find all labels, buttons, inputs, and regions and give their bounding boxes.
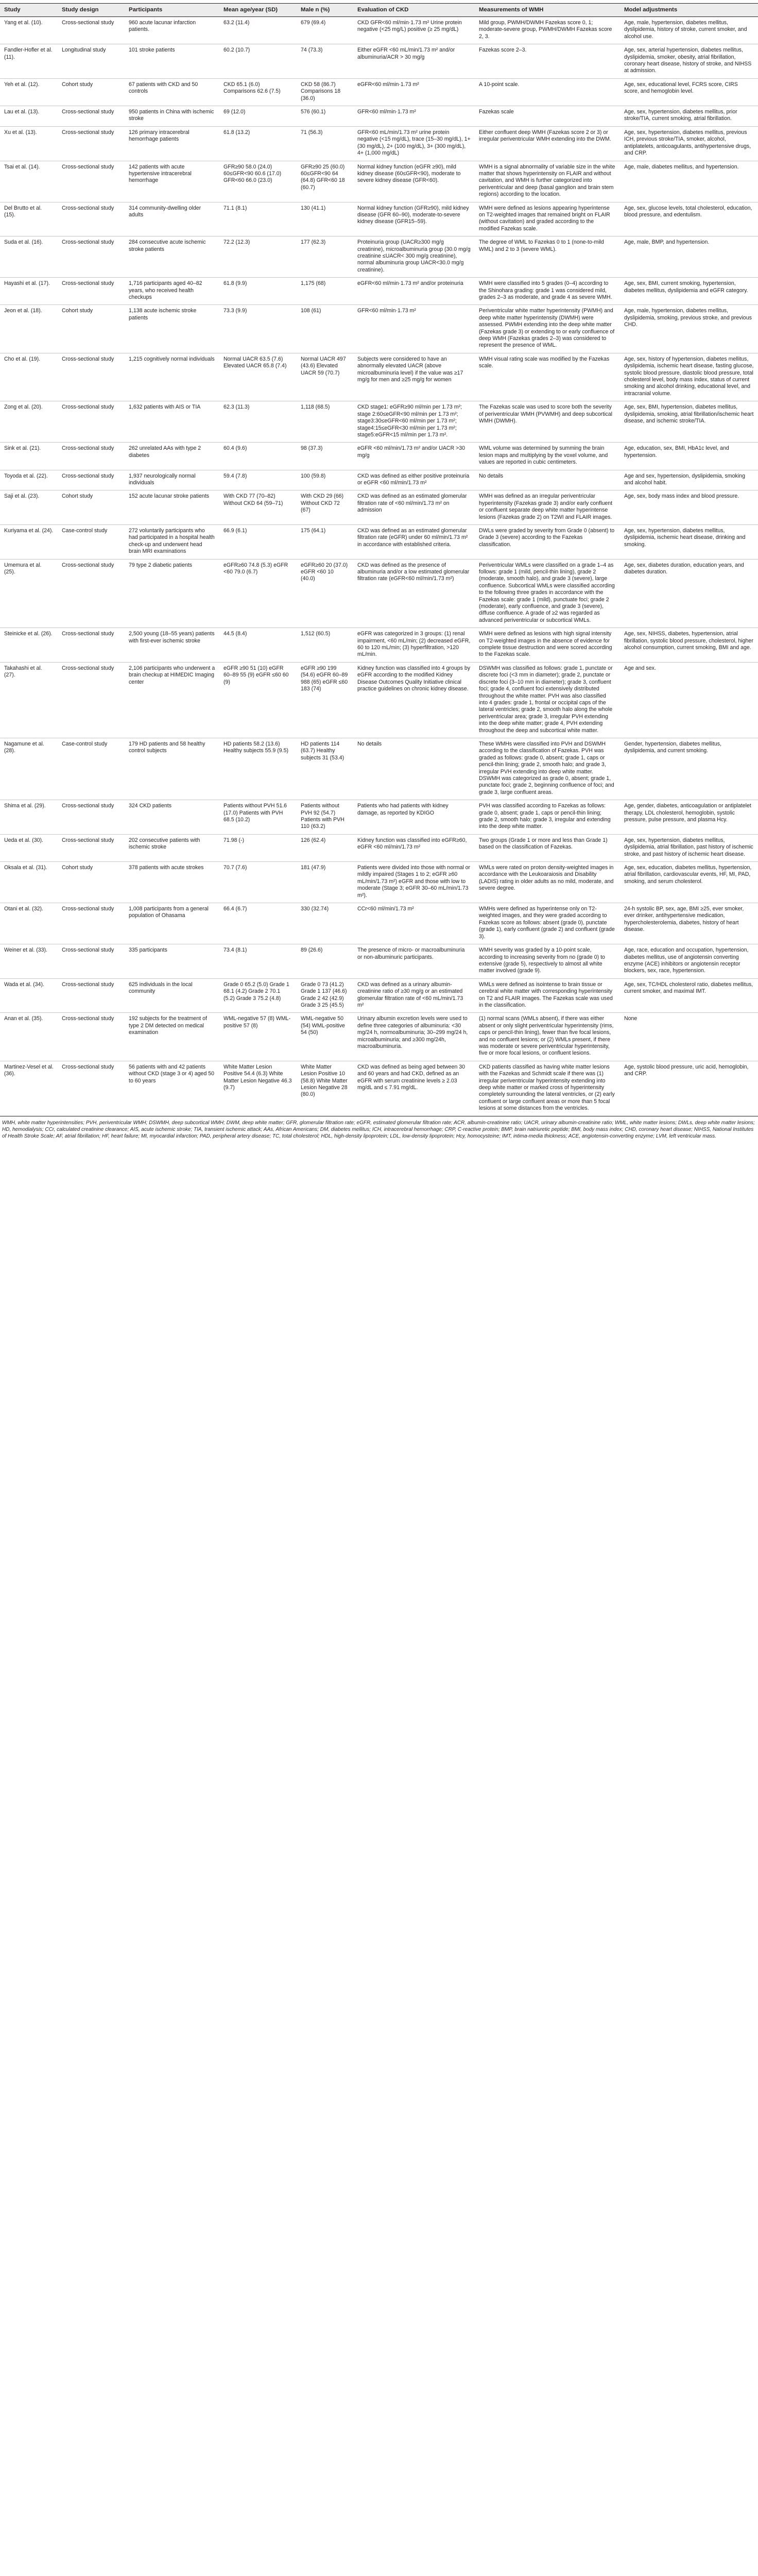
col-model-adjustments-cell: Age, sex, NIHSS, diabetes, hypertension, atrial fibrillation, systolic blood pressure, cholesterol, higher alcohol consumption, current smoking, BMI and age. xyxy=(620,628,758,663)
col-study-design-cell: Cross-sectional study xyxy=(58,662,125,738)
col-male-cell: eGFR≥60 20 (37.0) eGFR <60 10 (40.0) xyxy=(297,559,353,628)
col-participants-cell: 2,500 young (18–55 years) patients with first-ever ischemic stroke xyxy=(125,628,219,663)
col-participants-cell: 179 HD patients and 58 healthy control subjects xyxy=(125,738,219,800)
col-mean-age-cell: 59.4 (7.8) xyxy=(219,470,297,490)
col-study-design-cell: Cross-sectional study xyxy=(58,126,125,161)
col-participants-cell: 1,138 acute ischemic stroke patients xyxy=(125,305,219,353)
col-model-adjustments-cell: Age, male, hypertension, diabetes mellitus, dyslipidemia, history of stroke, current smoker, and alcohol use. xyxy=(620,17,758,44)
col-study-design-header: Study design xyxy=(58,4,125,17)
col-model-adjustments-cell: Age, sex, diabetes duration, education years, and diabetes duration. xyxy=(620,559,758,628)
col-model-adjustments-cell: Age, male, diabetes mellitus, and hypertension. xyxy=(620,161,758,202)
col-male-cell: 1,512 (60.5) xyxy=(297,628,353,663)
col-study-design-cell: Cross-sectional study xyxy=(58,401,125,443)
col-wmh-measurement-cell: PVH was classified according to Fazekas as follows: grade 0, absent; grade 1, caps or pencil-thin lining; grade 2, smooth halo; grade 3, irregular and extending into the deep white matter. xyxy=(475,800,620,835)
table-row xyxy=(0,944,758,979)
col-mean-age-cell: 73.4 (8.1) xyxy=(219,944,297,979)
col-study-cell: Toyoda et al. (22). xyxy=(0,470,58,490)
col-model-adjustments-cell: Age, systolic blood pressure, uric acid, hemoglobin, and CRP. xyxy=(620,1061,758,1116)
col-mean-age-cell: 71.1 (8.1) xyxy=(219,202,297,236)
col-wmh-measurement-cell: WMH visual rating scale was modified by the Fazekas scale. xyxy=(475,353,620,401)
col-study-cell: Lau et al. (13). xyxy=(0,106,58,127)
col-male-cell: 679 (69.4) xyxy=(297,17,353,44)
col-study-cell: Hayashi et al. (17). xyxy=(0,278,58,305)
col-model-adjustments-cell: Age, male, hypertension, diabetes mellitus, dyslipidemia, smoking, previous stroke, and previous CHD. xyxy=(620,305,758,353)
col-model-adjustments-cell: Age, sex, glucose levels, total cholesterol, education, blood pressure, and edentulism. xyxy=(620,202,758,236)
col-study-header: Study xyxy=(0,4,58,17)
col-mean-age-cell: Patients without PVH 51.6 (17.0) Patients with PVH 68.5 (10.2) xyxy=(219,800,297,835)
col-study-cell: Anan et al. (35). xyxy=(0,1013,58,1061)
col-study-cell: Yang et al. (10). xyxy=(0,17,58,44)
col-study-cell: Umemura et al. (25). xyxy=(0,559,58,628)
table-row xyxy=(0,202,758,236)
col-participants-cell: 272 voluntarily participants who had participated in a hospital health check-up and underwent head brain MRI examinations xyxy=(125,524,219,559)
col-participants-cell: 284 consecutive acute ischemic stroke patients xyxy=(125,236,219,278)
col-study-cell: Sink et al. (21). xyxy=(0,443,58,470)
col-study-cell: Yeh et al. (12). xyxy=(0,78,58,106)
col-study-design-cell: Cross-sectional study xyxy=(58,470,125,490)
col-wmh-measurement-cell: DWLs were graded by severity from Grade 0 (absent) to Grade 3 (severe) according to the Fazekas classification. xyxy=(475,524,620,559)
document-page xyxy=(0,0,758,1143)
col-study-cell: Martinez-Vesel et al. (36). xyxy=(0,1061,58,1116)
col-ckd-evaluation-cell: CKD was defined as an estimated glomerular filtration rate (eGFR) under 60 ml/min/1.73 m² in accordance with established criteria. xyxy=(353,524,475,559)
col-ckd-evaluation-cell: Normal kidney function (GFR≥90), mild kidney disease (GFR 60–90), moderate-to-severe kidney disease (GFR15–59). xyxy=(353,202,475,236)
table-row xyxy=(0,490,758,525)
table-row xyxy=(0,1061,758,1116)
col-participants-cell: 1,937 neurologically normal individuals xyxy=(125,470,219,490)
table-row xyxy=(0,662,758,738)
col-study-cell: Otani et al. (32). xyxy=(0,903,58,944)
col-mean-age-cell: 71.98 (-) xyxy=(219,834,297,861)
col-model-adjustments-cell: None xyxy=(620,1013,758,1061)
col-wmh-measurement-cell: These WMHs were classified into PVH and DSWMH according to the classification of Fazekas. PVH was graded as follows: grade 0, absent; grade 1, caps or pencil-thin lining; grade 2, smooth halo; and grade 3, irregular PVH extending into deep white matter. DSWMH was categorized as grade 0, absent; grade 1, punctate foci; grade 2, beginning confluence of foci; and grade 3, large confluent areas. xyxy=(475,738,620,800)
col-participants-cell: 1,716 participants aged 40–82 years, who received health checkups xyxy=(125,278,219,305)
col-model-adjustments-cell: Age, gender, diabetes, anticoagulation or antiplatelet therapy, LDL cholesterol, hemoglobin, systolic pressure, pulse pressure, and plasma Hcy. xyxy=(620,800,758,835)
col-study-design-cell: Cross-sectional study xyxy=(58,106,125,127)
table-row xyxy=(0,834,758,861)
col-model-adjustments-cell: Age, sex, education, diabetes mellitus, hypertension, atrial fibrillation, cardiovascular events, HF, MI, PAD, smoking, and serum cholesterol. xyxy=(620,862,758,903)
col-model-adjustments-cell: Age, sex, body mass index and blood pressure. xyxy=(620,490,758,525)
col-mean-age-cell: With CKD 77 (70–82) Without CKD 64 (59–71) xyxy=(219,490,297,525)
table-row xyxy=(0,106,758,127)
col-study-cell: Wada et al. (34). xyxy=(0,978,58,1013)
col-wmh-measurement-cell: Fazekas scale xyxy=(475,106,620,127)
col-study-cell: Del Brutto et al. (15). xyxy=(0,202,58,236)
col-study-cell: Xu et al. (13). xyxy=(0,126,58,161)
table-row xyxy=(0,443,758,470)
col-ckd-evaluation-cell: Kidney function was classified into 4 groups by eGFR according to the modified Kidney Disease Outcomes Quality Initiative clinical practice guidelines on chronic kidney disease. xyxy=(353,662,475,738)
col-ckd-evaluation-cell: Kidney function was classified into eGFR≥60, eGFR <60 ml/min/1.73 m² xyxy=(353,834,475,861)
col-study-cell: Nagamune et al. (28). xyxy=(0,738,58,800)
col-participants-header: Participants xyxy=(125,4,219,17)
col-ckd-evaluation-header: Evaluation of CKD xyxy=(353,4,475,17)
col-study-design-cell: Cross-sectional study xyxy=(58,628,125,663)
col-wmh-measurement-cell: (1) normal scans (WMLs absent), if there was either absent or only slight periventricular hyperintensity (rims, caps or pencil-thin lining), fewer than five focal lesions, and no confluent lesions; or (2) WMLs present, if there was moderate or severe periventricular hyperintensity, five or more focal lesions, or confluent lesions. xyxy=(475,1013,620,1061)
col-study-design-cell: Cross-sectional study xyxy=(58,353,125,401)
col-mean-age-cell: 44.5 (8.4) xyxy=(219,628,297,663)
col-study-design-cell: Cohort study xyxy=(58,862,125,903)
col-study-cell: Cho et al. (19). xyxy=(0,353,58,401)
col-ckd-evaluation-cell: Proteinuria group (UACR≥300 mg/g creatinine), microalbuminuria group (30.0 mg/g creatinine ≤UACR< 300 mg/g creatinine), normal albuminuria group UACR<30.0 mg/g creatinine). xyxy=(353,236,475,278)
col-mean-age-cell: 61.8 (13.2) xyxy=(219,126,297,161)
col-model-adjustments-cell: Age, sex, hypertension, diabetes mellitus, dyslipidemia, atrial fibrillation, past history of ischemic stroke, and past history of ischemic heart disease. xyxy=(620,834,758,861)
col-male-cell: CKD 58 (86.7) Comparisons 18 (36.0) xyxy=(297,78,353,106)
col-male-cell: 177 (62.3) xyxy=(297,236,353,278)
col-study-design-cell: Cross-sectional study xyxy=(58,161,125,202)
col-male-cell: 576 (60.1) xyxy=(297,106,353,127)
col-ckd-evaluation-cell: Patients who had patients with kidney damage, as reported by KDIGO xyxy=(353,800,475,835)
col-male-cell: WML-negative 50 (54) WML-positive 54 (50) xyxy=(297,1013,353,1061)
col-model-adjustments-cell: 24-h systolic BP, sex, age, BMI ≥25, ever smoker, ever drinker, antihypertensive medication, hypercholesterolemia, diabetes, history of heart disease. xyxy=(620,903,758,944)
col-wmh-measurement-cell: WML volume was determined by summing the brain lesion maps and multiplying by the voxel volume, and values are reported in cubic centimeters. xyxy=(475,443,620,470)
col-wmh-measurement-cell: Fazekas score 2–3. xyxy=(475,44,620,79)
col-study-design-cell: Cross-sectional study xyxy=(58,1013,125,1061)
col-mean-age-cell: 73.3 (9.9) xyxy=(219,305,297,353)
col-male-cell: HD patients 114 (63.7) Healthy subjects 31 (53.4) xyxy=(297,738,353,800)
col-study-cell: Ueda et al. (30). xyxy=(0,834,58,861)
col-mean-age-cell: 69 (12.0) xyxy=(219,106,297,127)
table-header xyxy=(0,4,758,17)
col-study-design-cell: Case-control study xyxy=(58,738,125,800)
table-row xyxy=(0,559,758,628)
table-row xyxy=(0,236,758,278)
col-mean-age-cell: 72.2 (12.3) xyxy=(219,236,297,278)
col-male-cell: 1,118 (68.5) xyxy=(297,401,353,443)
col-mean-age-cell: 66.9 (6.1) xyxy=(219,524,297,559)
col-participants-cell: 56 patients with and 42 patients without CKD (stage 3 or 4) aged 50 to 60 years xyxy=(125,1061,219,1116)
col-participants-cell: 625 individuals in the local community xyxy=(125,978,219,1013)
col-male-cell: 98 (37.3) xyxy=(297,443,353,470)
table-row xyxy=(0,17,758,44)
col-model-adjustments-cell: Age, sex, hypertension, diabetes mellitus, dyslipidemia, ischemic heart disease, drinking and smoking. xyxy=(620,524,758,559)
table-row xyxy=(0,800,758,835)
col-wmh-measurement-cell: WMH were classified into 5 grades (0–4) according to the Shinohara grading: grade 1 was considered mild, grades 2–3 as moderate, and grade 4 as severe WMH. xyxy=(475,278,620,305)
col-male-cell: With CKD 29 (66) Without CKD 72 (67) xyxy=(297,490,353,525)
col-model-adjustments-cell: Age and sex, hypertension, dyslipidemia, smoking and alcohol habit. xyxy=(620,470,758,490)
col-male-cell: 175 (64.1) xyxy=(297,524,353,559)
col-male-cell: GFR≥90 25 (60.0) 60≤GFR<90 64 (64.8) GFR<60 18 (60.7) xyxy=(297,161,353,202)
table-row xyxy=(0,628,758,663)
col-wmh-measurement-header: Measurements of WMH xyxy=(475,4,620,17)
col-mean-age-cell: HD patients 58.2 (13.6) Healthy subjects 55.9 (9.5) xyxy=(219,738,297,800)
col-study-cell: Fandler-Hofler et al. (11). xyxy=(0,44,58,79)
col-male-cell: 1,175 (68) xyxy=(297,278,353,305)
table-row xyxy=(0,161,758,202)
col-model-adjustments-cell: Age, sex, BMI, hypertension, diabetes mellitus, dyslipidemia, smoking, atrial fibrillation/ischemic heart disease, and ischemic stroke/TIA. xyxy=(620,401,758,443)
col-study-design-cell: Cross-sectional study xyxy=(58,443,125,470)
col-mean-age-cell: 62.3 (11.3) xyxy=(219,401,297,443)
col-male-cell: 74 (73.3) xyxy=(297,44,353,79)
col-ckd-evaluation-cell: Urinary albumin excretion levels were used to define three categories of albuminuria: <30 mg/24 h, normoalbuminuria; 30–299 mg/24 h, microalbuminuria; and ≥300 mg/24h, macroalbuminuria. xyxy=(353,1013,475,1061)
col-wmh-measurement-cell: WMLs were rated on proton density-weighted images in accordance with the Leukoaraiosis and Disability (LADIS) rating in older adults as no mild, moderate, and severe degree. xyxy=(475,862,620,903)
col-ckd-evaluation-cell: GFR<60 ml/min·1.73 m² xyxy=(353,305,475,353)
col-participants-cell: 152 acute lacunar stroke patients xyxy=(125,490,219,525)
col-participants-cell: 314 community-dwelling older adults xyxy=(125,202,219,236)
col-ckd-evaluation-cell: GFR<60 ml/min·1.73 m² xyxy=(353,106,475,127)
col-study-cell: Weiner et al. (33). xyxy=(0,944,58,979)
col-wmh-measurement-cell: WMH is a signal abnormality of variable size in the white matter that shows hyperintensity on FLAIR and without cavitation, and WMH is further categorized into periventricular and deep (basal ganglion and brain stem regions) according to the location. xyxy=(475,161,620,202)
col-male-cell: 100 (59.8) xyxy=(297,470,353,490)
col-mean-age-header: Mean age/year (SD) xyxy=(219,4,297,17)
col-mean-age-cell: 63.2 (11.4) xyxy=(219,17,297,44)
col-ckd-evaluation-cell: eGFR was categorized in 3 groups: (1) renal impairment, <60 mL/min; (2) decreased eGFR, 60 to 120 mL/min; (3) hyperfiltration, >120 mL/min. xyxy=(353,628,475,663)
col-study-cell: Tsai et al. (14). xyxy=(0,161,58,202)
col-wmh-measurement-cell: WMH severity was graded by a 10-point scale, according to increasing severity from no (grade 0) to extensive (grade 5), respectively to almost all white matter involved (grade 9). xyxy=(475,944,620,979)
table-row xyxy=(0,903,758,944)
col-ckd-evaluation-cell: CKD was defined as an estimated glomerular filtration rate of <60 ml/min/1.73 m² on admission xyxy=(353,490,475,525)
col-mean-age-cell: 60.2 (10.7) xyxy=(219,44,297,79)
table-row xyxy=(0,278,758,305)
col-wmh-measurement-cell: WMH were defined as lesions appearing hyperintense on T2-weighted images that remained bright on FLAIR (without cavitation) and graded according to the modified Fazekas scale. xyxy=(475,202,620,236)
table-row xyxy=(0,738,758,800)
col-ckd-evaluation-cell: No details xyxy=(353,738,475,800)
col-wmh-measurement-cell: Periventricular WMLs were classified on a grade 1–4 as follows: grade 1 (mild, pencil-thin lining), grade 2 (moderate, smooth halo), and grade 3 (severe), large confluence. Subcortical WMLs were classified according to the following three grades in accordance with the Fazekas scale: grade 1 (mild), punctuate foci; grade 2 (moderate), early confluence, and grade 3 (severe), diffuse confluence. A grade of ≥2 was regarded as advanced periventricular or subcortical WMLs. xyxy=(475,559,620,628)
col-study-design-cell: Cross-sectional study xyxy=(58,834,125,861)
table-row xyxy=(0,78,758,106)
col-ckd-evaluation-cell: eGFR<60 ml/min·1.73 m² and/or proteinuria xyxy=(353,278,475,305)
col-wmh-measurement-cell: WMHs were defined as hyperintense only on T2-weighted images, and they were graded according to Fazekas score as follows: absent (grade 0), punctate (grade 1), early confluent (grade 2) and confluent (grade 3). xyxy=(475,903,620,944)
col-study-design-cell: Cross-sectional study xyxy=(58,202,125,236)
col-model-adjustments-cell: Age, sex, BMI, current smoking, hypertension, diabetes mellitus, dyslipidemia and eGFR category. xyxy=(620,278,758,305)
table-row xyxy=(0,978,758,1013)
col-study-design-cell: Cross-sectional study xyxy=(58,903,125,944)
col-wmh-measurement-cell: The degree of WML to Fazekas 0 to 1 (none-to-mild WML) and 2 to 3 (severe WML). xyxy=(475,236,620,278)
col-mean-age-cell: Grade 0 65.2 (5.0) Grade 1 68.1 (4.2) Grade 2 70.1 (5.2) Grade 3 75.2 (4.8) xyxy=(219,978,297,1013)
col-ckd-evaluation-cell: The presence of micro- or macroalbuminuria or non-albuminuric participants. xyxy=(353,944,475,979)
table-row xyxy=(0,1013,758,1061)
col-participants-cell: 202 consecutive patients with ischemic stroke xyxy=(125,834,219,861)
col-study-cell: Oksala et al. (31). xyxy=(0,862,58,903)
col-mean-age-cell: WML-negative 57 (8) WML-positive 57 (8) xyxy=(219,1013,297,1061)
col-male-cell: 108 (61) xyxy=(297,305,353,353)
col-study-cell: Kuriyama et al. (24). xyxy=(0,524,58,559)
col-study-design-cell: Cohort study xyxy=(58,305,125,353)
col-wmh-measurement-cell: A 10-point scale. xyxy=(475,78,620,106)
col-male-cell: 71 (56.3) xyxy=(297,126,353,161)
col-model-adjustments-cell: Age, sex, educational level, FCRS score, CIRS score, and hemoglobin level. xyxy=(620,78,758,106)
col-ckd-evaluation-cell: CKD was defined as being aged between 30 and 60 years and had CKD, defined as an eGFR with serum creatinine levels ≥ 2.03 mg/dL and ≤ 7.91 mg/dL. xyxy=(353,1061,475,1116)
col-mean-age-cell: CKD 65.1 (6.0) Comparisons 62.6 (7.5) xyxy=(219,78,297,106)
col-wmh-measurement-cell: WMH were defined as lesions with high signal intensity on T2-weighted images in the absence of evidence for complete tissue destruction and were scored according to the Fazekas scale. xyxy=(475,628,620,663)
col-participants-cell: 101 stroke patients xyxy=(125,44,219,79)
col-mean-age-cell: GFR≥90 58.0 (24.0) 60≤GFR<90 60.6 (17.0) GFR<60 66.0 (23.0) xyxy=(219,161,297,202)
col-participants-cell: 142 patients with acute hypertensive intracerebral hemorrhage xyxy=(125,161,219,202)
col-ckd-evaluation-cell: Patients were divided into those with normal or mildly impaired (Stages 1 to 2; eGFR ≥60 mL/min/1.73 m²) eGFR and those with low to moderate (Stage 3; eGFR 30–60 mL/min/1.73 m²). xyxy=(353,862,475,903)
col-male-cell: Grade 0 73 (41.2) Grade 1 137 (46.6) Grade 2 42 (42.9) Grade 3 25 (45.5) xyxy=(297,978,353,1013)
col-wmh-measurement-cell: WMH was defined as an irregular periventricular hyperintensity (Fazekas grade 3) and/or early confluent or confluent separate deep white matter hyperintense lesions (Fazekas grade 2) on T2WI and FLAIR images. xyxy=(475,490,620,525)
col-mean-age-cell: eGFR≥60 74.8 (5.3) eGFR <60 79.0 (6.7) xyxy=(219,559,297,628)
col-study-cell: Saji et al. (23). xyxy=(0,490,58,525)
col-participants-cell: 126 primary intracerebral hemorrhage patients xyxy=(125,126,219,161)
col-study-cell: Zong et al. (20). xyxy=(0,401,58,443)
table-row xyxy=(0,305,758,353)
col-wmh-measurement-cell: The Fazekas scale was used to score both the severity of periventricular WMH (PVWMH) and deep subcortical WMH (DWMH). xyxy=(475,401,620,443)
col-model-adjustments-cell: Age, sex, hypertension, diabetes mellitus, previous ICH, previous stroke/TIA, smoker, alcohol, antiplatelets, anticoagulants, antihypertensive drugs, and CRP. xyxy=(620,126,758,161)
col-study-cell: Steinicke et al. (26). xyxy=(0,628,58,663)
col-model-adjustments-cell: Age, male, BMP, and hypertension. xyxy=(620,236,758,278)
col-participants-cell: 950 patients in China with ischemic stroke xyxy=(125,106,219,127)
col-study-design-cell: Case-control study xyxy=(58,524,125,559)
col-model-adjustments-cell: Age and sex. xyxy=(620,662,758,738)
col-participants-cell: 192 subjects for the treatment of type 2 DM detected on medical examination xyxy=(125,1013,219,1061)
col-ckd-evaluation-cell: Normal kidney function (eGFR ≥90), mild kidney disease (60≤GFR<90), moderate to severe kidney disease (GFR<60). xyxy=(353,161,475,202)
col-study-design-cell: Cross-sectional study xyxy=(58,278,125,305)
col-study-design-cell: Cross-sectional study xyxy=(58,800,125,835)
col-participants-cell: 79 type 2 diabetic patients xyxy=(125,559,219,628)
col-male-cell: White Matter Lesion Positive 10 (58.8) White Matter Lesion Negative 28 (80.0) xyxy=(297,1061,353,1116)
col-participants-cell: 1,215 cognitively normal individuals xyxy=(125,353,219,401)
studies-table xyxy=(0,3,758,1116)
col-model-adjustments-cell: Age, education, sex, BMI, HbA1c level, and hypertension. xyxy=(620,443,758,470)
col-wmh-measurement-cell: Periventricular white matter hyperintensity (PWMH) and deep white matter hyperintensity (DWMH) were assessed. PWMH extending into the deep white matter (Fazekas grade 3) or extending to or early confluence of deep WMH (Fazekas grades 2–3) was considered to represent the presence of WML. xyxy=(475,305,620,353)
col-male-cell: 89 (26.6) xyxy=(297,944,353,979)
col-mean-age-cell: White Matter Lesion Positive 54.4 (6.3) White Matter Lesion Negative 46.3 (9.7) xyxy=(219,1061,297,1116)
table-footnote: WMH, white matter hyperintensities; PVH, periventricular WMH; DSWMH, deep subcortical WMH; DWM, deep white matter; GFR, glomerular filtration rate; eGFR, estimated glomerular filtration rate; ACR, albumin-creatinine ratio; UACR, urinary albumin-creatinine ratio; WML, white matter lesions; DWLs, deep white matter lesions; HD, hemodialysis; CCr, calculated creatinine clearance; AIS, acute ischemic stroke; TIA, transient ischemic attack; AAs, African Americans; DM, diabetes mellitus; ICH, intracerebral hemorrhage; CRP, C-reactive protein; BMP, brain natriuretic peptide; BMI, body mass index; CHD, coronary heart disease; NIHSS, National Institutes of Health Stroke Scale; AF, atrial fibrillation; HF, heart failure; MI, myocardial infarction; PAD, peripheral artery disease; TC, total cholesterol; HDL, high-density lipoprotein; LDL, low-density lipoprotein; Hcy, homocysteine; IMT, intima-media thickness; ACE, angiotensin-converting enzyme; LVM, left ventricular mass. xyxy=(2,1120,755,1139)
col-model-adjustments-cell: Age, sex, hypertension, diabetes mellitus, prior stroke/TIA, current smoking, atrial fibrillation. xyxy=(620,106,758,127)
table-row xyxy=(0,524,758,559)
col-wmh-measurement-cell: No details xyxy=(475,470,620,490)
col-study-cell: Jeon et al. (18). xyxy=(0,305,58,353)
col-study-design-cell: Cohort study xyxy=(58,490,125,525)
col-wmh-measurement-cell: Either confluent deep WMH (Fazekas score 2 or 3) or irregular periventricular WMH extending into the DWM. xyxy=(475,126,620,161)
col-model-adjustments-cell: Age, sex, TC/HDL cholesterol ratio, diabetes mellitus, current smoker, and maximal IMT. xyxy=(620,978,758,1013)
col-male-cell: 130 (41.1) xyxy=(297,202,353,236)
col-model-adjustments-cell: Age, sex, arterial hypertension, diabetes mellitus, dyslipidemia, smoker, obesity, atrial fibrillation, coronary heart disease, history of stroke, and NIHSS at admission. xyxy=(620,44,758,79)
col-male-cell: 330 (32.74) xyxy=(297,903,353,944)
col-wmh-measurement-cell: WMLs were defined as isointense to brain tissue or cerebral white matter with corresponding hyperintensity on T2 and FLAIR images. The Fazekas scale was used in the classification. xyxy=(475,978,620,1013)
col-participants-cell: 262 unrelated AAs with type 2 diabetes xyxy=(125,443,219,470)
col-study-cell: Shima et al. (29). xyxy=(0,800,58,835)
col-male-cell: Normal UACR 497 (43.6) Elevated UACR 59 (70.7) xyxy=(297,353,353,401)
col-mean-age-cell: 61.8 (9.9) xyxy=(219,278,297,305)
table-row xyxy=(0,862,758,903)
col-ckd-evaluation-cell: CKD was defined as either positive proteinuria or eGFR <60 ml/min/1.73 m² xyxy=(353,470,475,490)
col-participants-cell: 2,106 participants who underwent a brain checkup at HIMEDIC Imaging center xyxy=(125,662,219,738)
col-study-design-cell: Cross-sectional study xyxy=(58,978,125,1013)
table-row xyxy=(0,44,758,79)
col-ckd-evaluation-cell: GFR<60 mL/min/1.73 m² urine protein negative (<15 mg/dL), trace (15–30 mg/dL), 1+ (30 mg/dL), 2+ (100 mg/dL), 3+ (300 mg/dL), 4+ (1,000 mg/dL) xyxy=(353,126,475,161)
col-study-design-cell: Cross-sectional study xyxy=(58,559,125,628)
col-wmh-measurement-cell: DSWMH was classified as follows: grade 1, punctate or discrete foci (<3 mm in diameter); grade 2, punctate or discrete foci (3–10 mm in diameter); grade 3, confluent foci; grade 4, confluent foci extensively distributed throughout the white matter. PVH was also classified into 4 grades: grade 1, frontal or occipital caps of the lateral ventricles; grade 2, smooth halo along the whole periventricular area; grade 3, irregular PVH extending into the deep white matter; grade 4, PVH extending throughout the deep and subcortical white matter. xyxy=(475,662,620,738)
col-participants-cell: 335 participants xyxy=(125,944,219,979)
col-ckd-evaluation-cell: eGFR<60 ml/min·1.73 m² xyxy=(353,78,475,106)
col-participants-cell: 1,008 participants from a general population of Ohasama xyxy=(125,903,219,944)
col-ckd-evaluation-cell: CKD GFR<60 ml/min·1.73 m² Urine protein negative (<25 mg/L) positive (≥ 25 mg/dL) xyxy=(353,17,475,44)
col-participants-cell: 324 CKD patients xyxy=(125,800,219,835)
col-ckd-evaluation-cell: CKD was defined as a urinary albumin-creatinine ratio of ≥30 mg/g or an estimated glomerular filtration rate of <60 mL/min/1.73 m² xyxy=(353,978,475,1013)
col-male-header: Male n (%) xyxy=(297,4,353,17)
col-male-cell: 181 (47.9) xyxy=(297,862,353,903)
table-row xyxy=(0,126,758,161)
col-mean-age-cell: Normal UACR 63.5 (7.6) Elevated UACR 65.8 (7.4) xyxy=(219,353,297,401)
col-wmh-measurement-cell: Two groups (Grade 1 or more and less than Grade 1) based on the classification of Fazekas. xyxy=(475,834,620,861)
col-study-design-cell: Cross-sectional study xyxy=(58,17,125,44)
col-model-adjustments-header: Model adjustments xyxy=(620,4,758,17)
col-wmh-measurement-cell: Mild group, PWMH/DWMH Fazekas score 0, 1; moderate-severe group, PWMH/DWMH Fazekas score 2, 3. xyxy=(475,17,620,44)
col-study-design-cell: Longitudinal study xyxy=(58,44,125,79)
col-male-cell: eGFR ≥90 199 (54.6) eGFR 60–89 988 (65) eGFR ≤60 183 (74) xyxy=(297,662,353,738)
col-participants-cell: 1,632 patients with AIS or TIA xyxy=(125,401,219,443)
col-model-adjustments-cell: Age, race, education and occupation, hypertension, diabetes mellitus, use of angiotensin converting enzyme (ACE) inhibitors or angiotensin receptor blockers, sex, race, hypertension. xyxy=(620,944,758,979)
col-male-cell: 126 (62.4) xyxy=(297,834,353,861)
col-study-design-cell: Cross-sectional study xyxy=(58,236,125,278)
col-mean-age-cell: 70.7 (7.6) xyxy=(219,862,297,903)
col-mean-age-cell: 66.4 (6.7) xyxy=(219,903,297,944)
col-study-cell: Suda et al. (16). xyxy=(0,236,58,278)
col-male-cell: Patients without PVH 92 (54.7) Patients with PVH 110 (63.2) xyxy=(297,800,353,835)
col-ckd-evaluation-cell: CKD stage1: eGFR≥90 ml/min per 1.73 m²; stage 2:60≤eGFR<90 ml/min per 1.73 m²; stage3:30≤eGFR<60 ml/min per 1.73 m²; stage4:15≤eGFR<30 ml/min per 1.73 m²; stage5:eGFR<15 ml/min per 1.73 m². xyxy=(353,401,475,443)
header-row xyxy=(0,4,758,17)
col-participants-cell: 960 acute lacunar infarction patients. xyxy=(125,17,219,44)
col-participants-cell: 378 patients with acute strokes xyxy=(125,862,219,903)
col-study-design-cell: Cohort study xyxy=(58,78,125,106)
col-study-design-cell: Cross-sectional study xyxy=(58,1061,125,1116)
col-wmh-measurement-cell: CKD patients classified as having white matter lesions with the Fazekas and Schmidt scale if there was (1) irregular periventricular hyperintensity extending into deep white matter or marked cross of hyperintensity completely surrounding the lateral ventricles, or (2) early confluent or large confluent areas or more than 5 focal lesions at some distances from the ventricles. xyxy=(475,1061,620,1116)
table-row xyxy=(0,470,758,490)
col-ckd-evaluation-cell: Subjects were considered to have an abnormally elevated UACR (above microalbuminuria level) if the value was ≥17 mg/g for men and ≥25 mg/g for women xyxy=(353,353,475,401)
col-participants-cell: 67 patients with CKD and 50 controls xyxy=(125,78,219,106)
table-body xyxy=(0,17,758,1116)
table-row xyxy=(0,353,758,401)
table-row xyxy=(0,401,758,443)
col-model-adjustments-cell: Gender, hypertension, diabetes mellitus, dyslipidemia, and current smoking. xyxy=(620,738,758,800)
col-ckd-evaluation-cell: CCr<60 ml/min/1.73 m² xyxy=(353,903,475,944)
col-ckd-evaluation-cell: eGFR <60 ml/min/1.73 m² and/or UACR >30 mg/g xyxy=(353,443,475,470)
col-model-adjustments-cell: Age, sex, history of hypertension, diabetes mellitus, dyslipidemia, ischemic heart disease, fasting glucose, systolic blood pressure, diastolic blood pressure, total cholesterol level, body mass index, status of current smoking and alcohol drinking, educational level, and intracranial volume. xyxy=(620,353,758,401)
col-ckd-evaluation-cell: CKD was defined as the presence of albuminuria and/or a low estimated glomerular filtration rate (eGFR<60 ml/min/1.73 m²) xyxy=(353,559,475,628)
col-mean-age-cell: 60.4 (9.6) xyxy=(219,443,297,470)
col-mean-age-cell: eGFR ≥90 51 (10) eGFR 60–89 55 (9) eGFR ≤60 60 (9) xyxy=(219,662,297,738)
col-study-cell: Takahashi et al. (27). xyxy=(0,662,58,738)
col-study-design-cell: Cross-sectional study xyxy=(58,944,125,979)
col-ckd-evaluation-cell: Either eGFR <60 mL/min/1.73 m² and/or albuminuria/ACR > 30 mg/g xyxy=(353,44,475,79)
